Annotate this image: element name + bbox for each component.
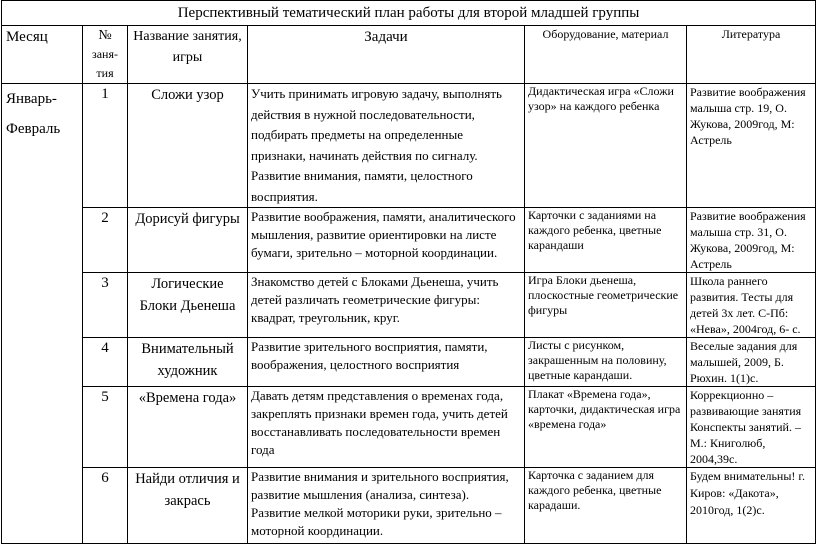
row-equipment: Плакат «Времена года», карточки, дидактическая игра «времена года» — [525, 387, 687, 468]
row-number: 5 — [83, 387, 128, 468]
row-name: Логические Блоки Дьенеша — [128, 273, 248, 338]
row-number: 3 — [83, 273, 128, 338]
row-equipment: Карточки с заданиями на каждого ребенка, цветные карандаши — [525, 208, 687, 273]
header-literature: Литература — [687, 26, 816, 84]
table-row — [2, 387, 816, 468]
table-row — [2, 84, 816, 208]
row-name: Найди отличия и закрась — [128, 468, 248, 544]
header-number-line2: заня- — [91, 47, 118, 61]
row-tasks: Давать детям представления о временах года, закреплять признаки времен года, учить детей восстанавливать последовательности времен года — [248, 387, 525, 468]
row-number: 4 — [83, 338, 128, 387]
header-number-line1: № — [98, 28, 112, 43]
header-name: Название занятия, игры — [128, 26, 248, 84]
row-name: «Времена года» — [128, 387, 248, 468]
row-name: Внимательный художник — [128, 338, 248, 387]
row-literature: Развитие воображения малыша стр. 19, О. Жукова, 2009год, М: Астрель — [687, 84, 816, 208]
month-cell — [2, 84, 83, 544]
row-equipment: Дидактическая игра «Сложи узор» на каждого ребенка — [525, 84, 687, 208]
row-number: 6 — [83, 468, 128, 544]
plan-table — [1, 0, 816, 544]
table-row — [2, 208, 816, 273]
row-equipment: Листы с рисунком, закрашенным на половину, цветные карандаши. — [525, 338, 687, 387]
table-title: Перспективный тематический план работы для второй младшей группы — [2, 1, 816, 26]
header-number — [83, 26, 128, 84]
row-tasks: Развитие воображения, памяти, аналитического мышления, развитие ориентировки на листе бумаги, зрительно – моторной координации. — [248, 208, 525, 273]
row-literature: Школа раннего развития. Тесты для детей 3х лет. С-Пб: «Нева», 2004год, 6- с. — [687, 273, 816, 338]
row-equipment: Игра Блоки дьенеша, плоскостные геометрические фигуры — [525, 273, 687, 338]
row-number: 1 — [83, 84, 128, 208]
row-number: 2 — [83, 208, 128, 273]
row-tasks: Знакомство детей с Блоками Дьенеша, учить детей различать геометрические фигуры: квадрат, треугольник, круг. — [248, 273, 525, 338]
row-name: Дорисуй фигуры — [128, 208, 248, 273]
row-tasks: Учить принимать игровую задачу, выполнять действия в нужной последовательности, подбирать предметы на определенные признаки, начинать действия по сигналу. Развитие внимания, памяти, целостного восприятия. — [248, 84, 525, 208]
row-name: Сложи узор — [128, 84, 248, 208]
header-equipment: Оборудование, материал — [525, 26, 687, 84]
month-line1: Январь- — [6, 91, 57, 107]
table-row — [2, 468, 816, 544]
row-tasks: Развитие зрительного восприятия, памяти, воображения, целостного восприятия — [248, 338, 525, 387]
row-literature: Веселые задания для малышей, 2009, Б. Рюхин. 1(1)с. — [687, 338, 816, 387]
title-row — [2, 1, 816, 26]
row-tasks: Развитие внимания и зрительного восприятия, развитие мышления (анализа, синтеза). Развитие мелкой моторики руки, зрительно – моторной координации. — [248, 468, 525, 544]
header-tasks: Задачи — [248, 26, 525, 84]
row-literature: Коррекционно – развивающие занятия Конспекты занятий. – М.: Книголюб, 2004,39с. — [687, 387, 816, 468]
month-line2: Февраль — [6, 121, 61, 137]
row-literature: Будем внимательны! г. Киров: «Дакота», 2010год, 1(2)с. — [687, 468, 816, 544]
table-row — [2, 338, 816, 387]
header-number-line3: тия — [96, 66, 114, 80]
row-equipment: Карточка с заданием для каждого ребенка, цветные карадаши. — [525, 468, 687, 544]
table-row — [2, 273, 816, 338]
header-month: Месяц — [2, 26, 83, 84]
header-row — [2, 26, 816, 84]
row-literature: Развитие воображения малыша стр. 31, О. Жукова, 2009год, М: Астрель — [687, 208, 816, 273]
